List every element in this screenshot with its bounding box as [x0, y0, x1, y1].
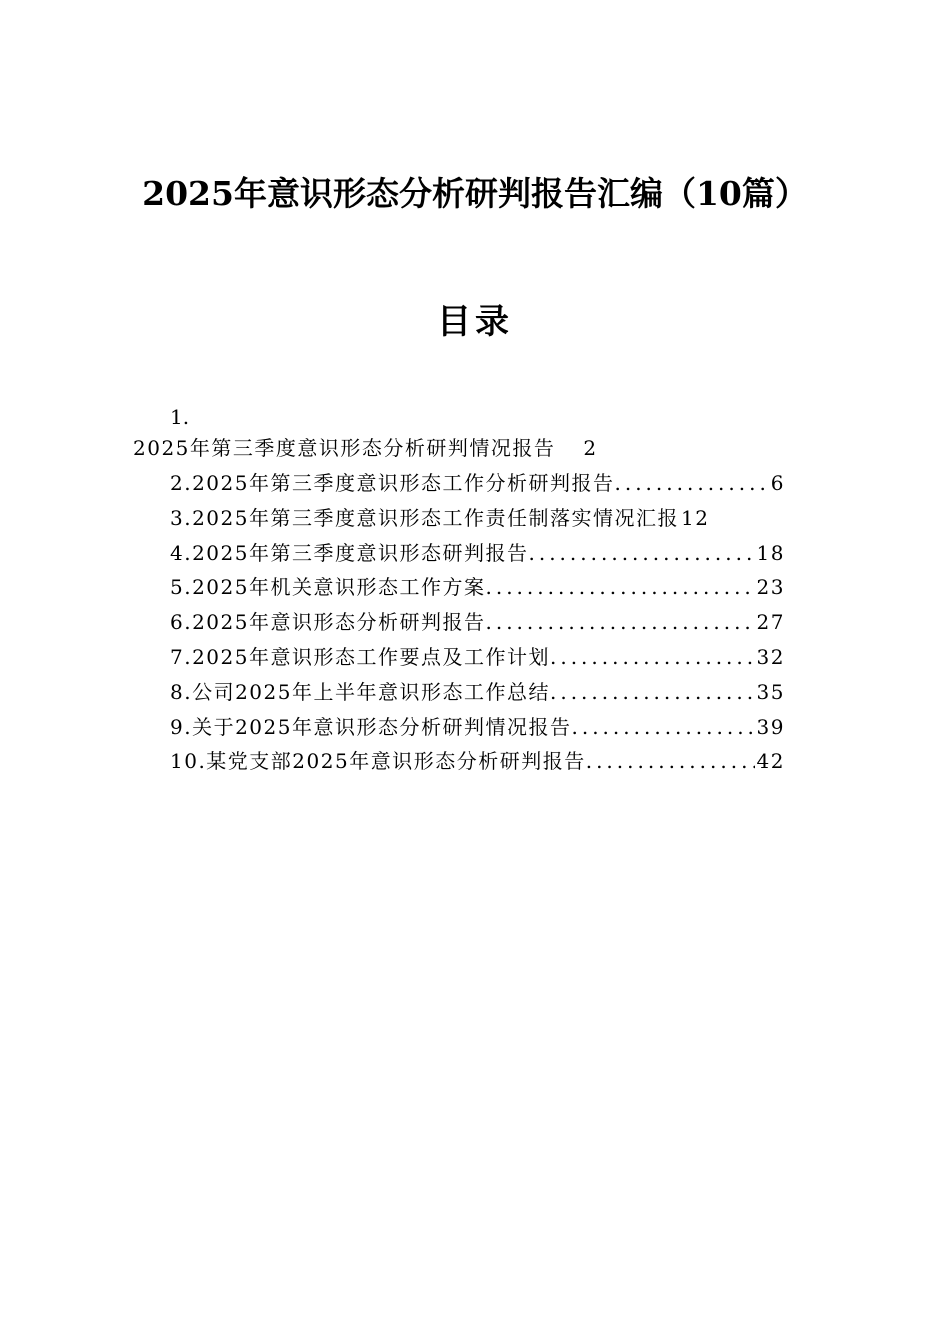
toc-dot-leader [485, 605, 754, 640]
toc-entry-1-page: 2 [583, 436, 598, 460]
toc-entry-1[interactable] [133, 431, 598, 465]
toc-entry[interactable] [170, 536, 785, 571]
toc-entry[interactable] [170, 744, 785, 779]
toc-dot-leader [571, 710, 754, 745]
toc-entry-title: 5.2025年机关意识形态工作方案 [170, 575, 486, 600]
toc-entry-page: 35 [756, 679, 785, 704]
toc-list [170, 466, 785, 779]
toc-entry-page: 39 [756, 714, 785, 739]
toc-entry-title: 10.某党支部2025年意识形态分析研判报告 [170, 749, 586, 774]
toc-entry-1-title: 2025年第三季度意识形态分析研判情况报告 [133, 436, 556, 460]
toc-entry[interactable] [170, 466, 785, 501]
toc-entry-page: 32 [756, 644, 785, 669]
toc-entry[interactable] [170, 570, 785, 605]
toc-entry-page: 6 [770, 471, 785, 495]
toc-entry-page: 18 [756, 540, 785, 565]
toc-entry[interactable] [170, 605, 785, 640]
toc-entry-page: 27 [756, 610, 785, 635]
toc-entry[interactable] [170, 501, 785, 536]
toc-entry[interactable] [170, 675, 785, 710]
toc-entry-page: 12 [680, 505, 710, 530]
toc-entry[interactable] [170, 710, 785, 745]
toc-dot-leader [550, 640, 755, 675]
toc-entry-title: 9.关于2025年意识形态分析研判情况报告 [170, 714, 572, 739]
toc-heading: 目录 [437, 302, 513, 342]
toc-entry-page: 23 [756, 575, 785, 600]
toc-entry[interactable] [170, 640, 785, 675]
toc-dot-leader [614, 466, 768, 501]
toc-entry-title: 2.2025年第三季度意识形态工作分析研判报告 [170, 471, 615, 495]
toc-dot-leader [586, 744, 755, 779]
toc-entry-title: 8.公司2025年上半年意识形态工作总结 [170, 679, 550, 704]
toc-dot-leader [485, 570, 754, 605]
toc-dot-leader [528, 536, 754, 571]
toc-entry-1-number: 1. [170, 405, 190, 429]
document-title: 2025年意识形态分析研判报告汇编（10篇） [142, 174, 808, 213]
toc-entry-title: 4.2025年第三季度意识形态研判报告 [170, 540, 529, 565]
toc-entry-page: 42 [756, 749, 785, 774]
toc-entry-title: 3.2025年第三季度意识形态工作责任制落实情况汇报 [170, 505, 679, 530]
toc-entry-title: 6.2025年意识形态分析研判报告 [170, 610, 486, 635]
toc-entry-title: 7.2025年意识形态工作要点及工作计划 [170, 644, 550, 669]
toc-dot-leader [550, 675, 755, 710]
